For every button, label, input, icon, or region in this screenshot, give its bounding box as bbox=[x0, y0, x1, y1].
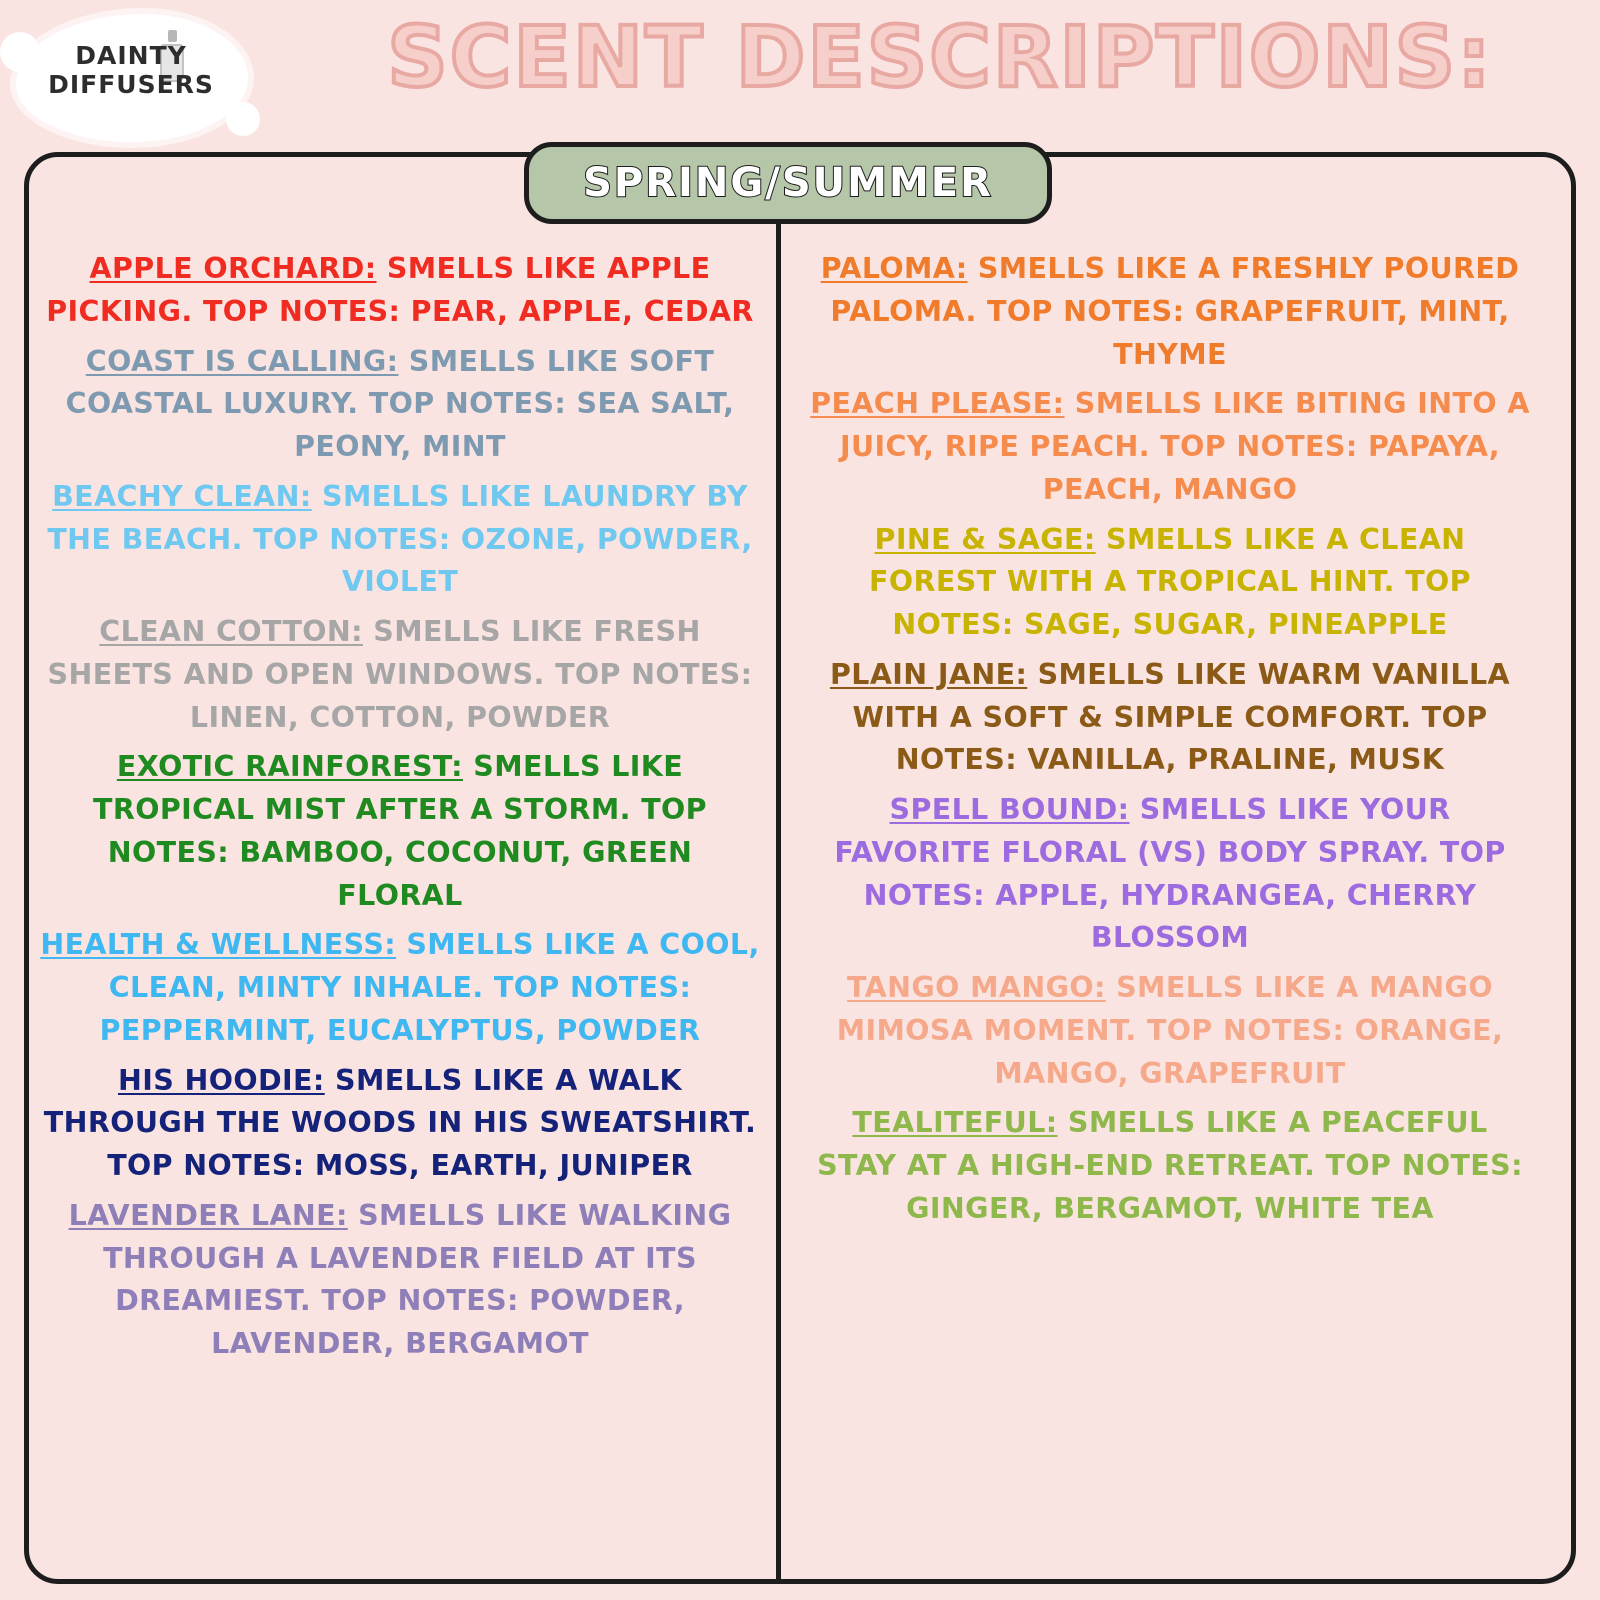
scent-description: SMELLS LIKE WALKING THROUGH A LAVENDER FIELD AT ITS DREAMIEST. TOP NOTES: POWDER, LAVENDER, BERGAMOT bbox=[103, 1198, 732, 1360]
scent-description: SMELLS LIKE APPLE PICKING. TOP NOTES: PEAR, APPLE, CEDAR bbox=[46, 252, 754, 328]
scent-description: SMELLS LIKE SOFT COASTAL LUXURY. TOP NOTES: SEA SALT, PEONY, MINT bbox=[65, 344, 735, 463]
scent-entry bbox=[810, 789, 1530, 960]
scent-description: SMELLS LIKE A CLEAN FOREST WITH A TROPICAL HINT. TOP NOTES: SAGE, SUGAR, PINEAPPLE bbox=[869, 522, 1471, 641]
scent-description: SMELLS LIKE A PEACEFUL STAY AT A HIGH-END RETREAT. TOP NOTES: GINGER, BERGAMOT, WHITE TEA bbox=[817, 1106, 1523, 1225]
scent-name: PLAIN JANE: bbox=[829, 657, 1028, 691]
scent-name: PEACH PLEASE: bbox=[810, 387, 1065, 421]
brand-name bbox=[36, 42, 226, 100]
scent-entry bbox=[810, 654, 1530, 782]
scent-name: PINE & SAGE: bbox=[874, 522, 1096, 556]
scent-entry bbox=[810, 1102, 1530, 1230]
scent-entry bbox=[40, 341, 760, 469]
brand-logo bbox=[8, 4, 258, 164]
scent-entry bbox=[40, 476, 760, 604]
scent-description: SMELLS LIKE A WALK THROUGH THE WOODS IN HIS SWEATSHIRT. TOP NOTES: MOSS, EARTH, JUNIPER bbox=[43, 1063, 757, 1182]
scent-list-left bbox=[30, 248, 770, 1373]
season-badge-label: SPRING/SUMMER bbox=[583, 160, 993, 206]
scent-description: SMELLS LIKE TROPICAL MIST AFTER A STORM. TOP NOTES: BAMBOO, COCONUT, GREEN FLORAL bbox=[93, 750, 707, 912]
scent-name: PALOMA: bbox=[820, 252, 968, 285]
scent-name: CLEAN COTTON: bbox=[99, 615, 363, 648]
scent-entry bbox=[40, 1060, 760, 1188]
scent-description: SMELLS LIKE A COOL, CLEAN, MINTY INHALE. TOP NOTES: PEPPERMINT, EUCALYPTUS, POWDER bbox=[99, 928, 760, 1047]
scent-name: SPELL BOUND: bbox=[889, 793, 1130, 826]
scent-name: HIS HOODIE: bbox=[117, 1063, 325, 1097]
scent-entry bbox=[810, 248, 1530, 376]
scent-name: TEALITEFUL: bbox=[852, 1106, 1058, 1140]
scent-entry bbox=[40, 611, 760, 739]
scent-name: EXOTIC RAINFOREST: bbox=[116, 750, 463, 784]
brand-name-line1: DAINTY bbox=[75, 41, 187, 70]
scent-entry bbox=[40, 1195, 760, 1366]
scent-name: TANGO MANGO: bbox=[847, 971, 1106, 1004]
scent-entry bbox=[40, 746, 760, 917]
page-title: SCENT DESCRIPTIONS: bbox=[387, 8, 1493, 106]
scent-name: BEACHY CLEAN: bbox=[52, 479, 312, 513]
scent-entry bbox=[810, 967, 1530, 1095]
scent-name: COAST IS CALLING: bbox=[85, 344, 399, 378]
scent-description: SMELLS LIKE A MANGO MIMOSA MOMENT. TOP NOTES: ORANGE, MANGO, GRAPEFRUIT bbox=[836, 971, 1504, 1090]
scent-description: SMELLS LIKE BITING INTO A JUICY, RIPE PEACH. TOP NOTES: PAPAYA, PEACH, MANGO bbox=[839, 387, 1530, 506]
season-badge bbox=[524, 142, 1052, 224]
scent-description: SMELLS LIKE LAUNDRY BY THE BEACH. TOP NOTES: OZONE, POWDER, VIOLET bbox=[47, 479, 753, 599]
scent-entry bbox=[810, 519, 1530, 647]
brand-name-line2: DIFFUSERS bbox=[48, 69, 214, 99]
scent-description: SMELLS LIKE FRESH SHEETS AND OPEN WINDOWS. TOP NOTES: LINEN, COTTON, POWDER bbox=[47, 615, 753, 734]
scent-name: LAVENDER LANE: bbox=[68, 1198, 348, 1232]
scent-entry bbox=[810, 383, 1530, 511]
scent-description: SMELLS LIKE WARM VANILLA WITH A SOFT & SIMPLE COMFORT. TOP NOTES: VANILLA, PRALINE, MUSK bbox=[852, 657, 1510, 777]
column-divider bbox=[776, 152, 781, 1584]
scent-list-right bbox=[800, 248, 1540, 1238]
scent-description: SMELLS LIKE A FRESHLY POURED PALOMA. TOP NOTES: GRAPEFRUIT, MINT, THYME bbox=[830, 252, 1520, 371]
scent-name: HEALTH & WELLNESS: bbox=[40, 928, 397, 962]
scent-entry bbox=[40, 924, 760, 1052]
scent-entry bbox=[40, 248, 760, 334]
scent-description: SMELLS LIKE YOUR FAVORITE FLORAL (VS) BODY SPRAY. TOP NOTES: APPLE, HYDRANGEA, CHERRY BLOSSOM bbox=[834, 793, 1506, 955]
scent-name: APPLE ORCHARD: bbox=[89, 252, 377, 285]
